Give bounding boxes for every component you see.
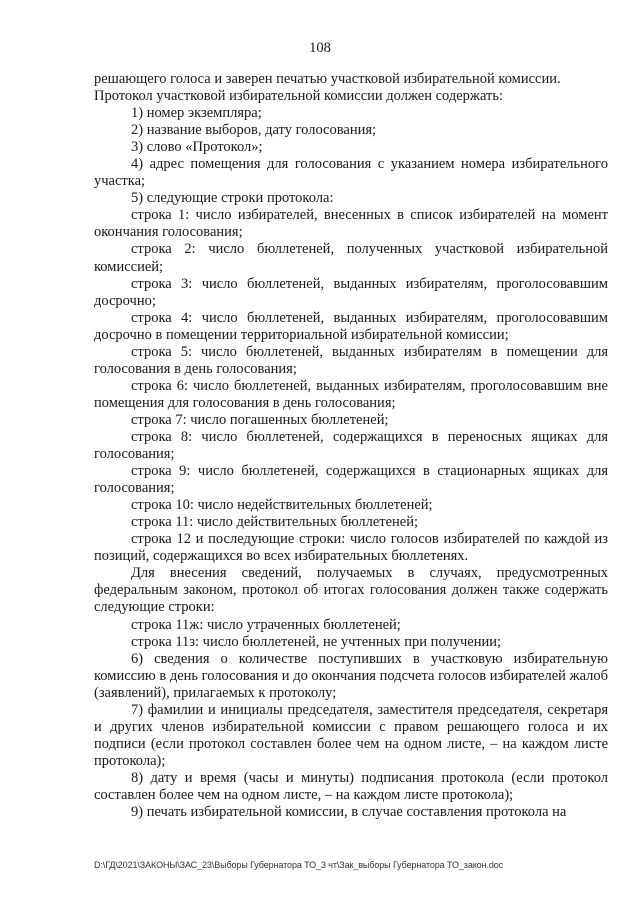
list-item: 2) название выборов, дату голосования; bbox=[131, 122, 377, 139]
file-path-footer: D:\ГД\2021\ЗАКОНЫ\ЗАС_23\Выборы Губернатора ТО_3 чт\Зак_выборы Губернатора ТО_закон.doc bbox=[94, 860, 504, 870]
paragraph: Протокол участковой избирательной комиссии должен содержать: bbox=[94, 88, 503, 105]
protocol-line: строка 2: число бюллетеней, полученных участковой избирательной комиссией; bbox=[94, 241, 608, 275]
protocol-line: строка 12 и последующие строки: число голосов избирателей по каждой из позиций, содержащихся во всех избирательных бюллетенях. bbox=[94, 531, 608, 565]
protocol-line: строка 11ж: число утраченных бюллетеней; bbox=[131, 616, 401, 633]
paragraph: решающего голоса и заверен печатью участковой избирательной комиссии. bbox=[94, 71, 561, 87]
list-item: 8) дату и время (часы и минуты) подписания протокола (если протокол составлен более чем на одном листе, – на каждом листе протокола); bbox=[94, 769, 608, 803]
list-item: 1) номер экземпляра; bbox=[131, 105, 262, 122]
paragraph: Для внесения сведений, получаемых в случаях, предусмотренных федеральным законом, протокол об итогах голосования должен также содержать следующие строки: bbox=[94, 565, 608, 616]
document-body bbox=[94, 71, 608, 821]
protocol-line: строка 5: число бюллетеней, выданных избирателям в помещении для голосования в день голосования; bbox=[94, 343, 608, 377]
protocol-line: строка 1: число избирателей, внесенных в список избирателей на момент окончания голосования; bbox=[94, 207, 608, 241]
list-item: 6) сведения о количестве поступивших в участковую избирательную комиссию в день голосования и до окончания подсчета голосов избирателей жалоб (заявлений), прилагаемых к протоколу; bbox=[94, 650, 608, 701]
list-item: 4) адрес помещения для голосования с указанием номера избирательного участка; bbox=[94, 156, 608, 190]
protocol-line: строка 6: число бюллетеней, выданных избирателям, проголосовавшим вне помещения для голосования в день голосования; bbox=[94, 377, 608, 411]
protocol-line: строка 3: число бюллетеней, выданных избирателям, проголосовавшим досрочно; bbox=[94, 275, 608, 309]
protocol-line: строка 11: число действительных бюллетеней; bbox=[131, 514, 419, 531]
protocol-line: строка 8: число бюллетеней, содержащихся в переносных ящиках для голосования; bbox=[94, 428, 608, 463]
protocol-line: строка 4: число бюллетеней, выданных избирателям, проголосовавшим досрочно в помещении территориальной избирательной комиссии; bbox=[94, 309, 608, 343]
list-item: 7) фамилии и инициалы председателя, заместителя председателя, секретаря и других членов избирательной комиссии с правом решающего голоса и их подписи (если протокол составлен более чем на одном листе, – на каждом листе протокола); bbox=[94, 701, 608, 769]
protocol-line: строка 10: число недействительных бюллетеней; bbox=[131, 497, 433, 514]
list-item: 9) печать избирательной комиссии, в случае составления протокола на bbox=[131, 804, 567, 821]
protocol-line: строка 11з: число бюллетеней, не учтенных при получении; bbox=[131, 633, 502, 650]
list-item: 3) слово «Протокол»; bbox=[131, 139, 263, 156]
protocol-line: строка 7: число погашенных бюллетеней; bbox=[131, 411, 389, 428]
protocol-line: строка 9: число бюллетеней, содержащихся в стационарных ящиках для голосования; bbox=[94, 463, 608, 497]
page-number: 108 bbox=[309, 40, 331, 56]
list-item: 5) следующие строки протокола: bbox=[131, 190, 334, 207]
